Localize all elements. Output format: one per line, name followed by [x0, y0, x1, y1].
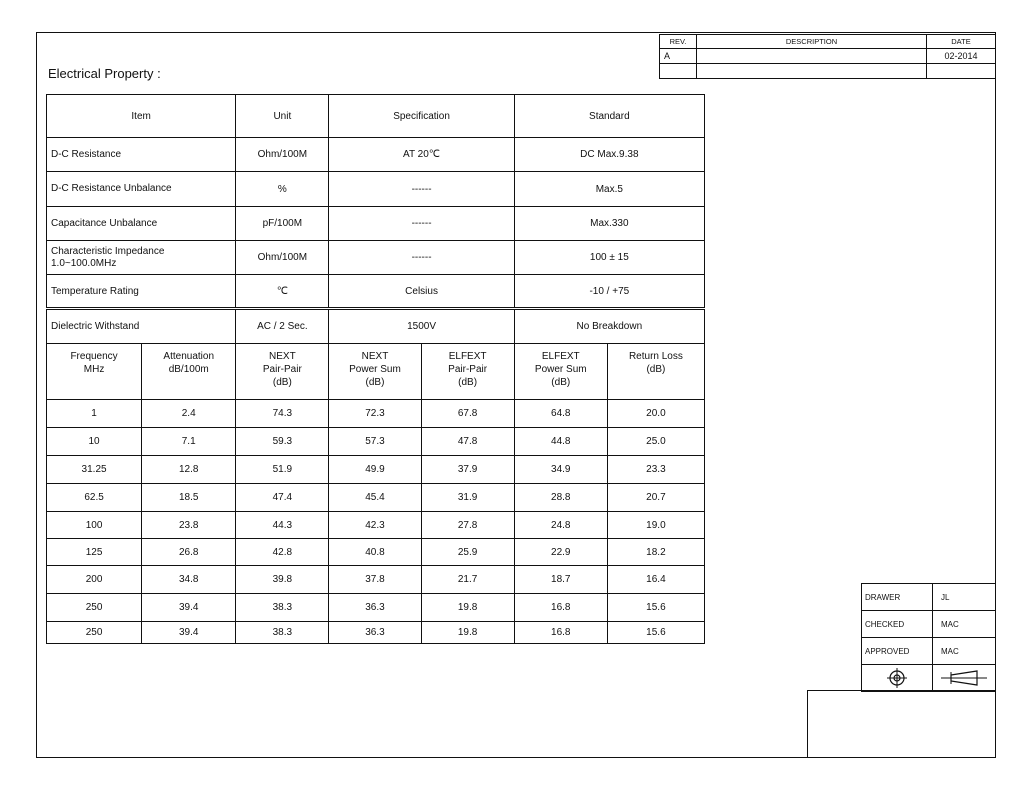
frequency-row: [47, 428, 705, 456]
frequency-cell: 100: [47, 512, 142, 539]
property-unit: Ohm/100M: [236, 241, 329, 275]
frequency-cell: 39.8: [236, 566, 329, 594]
property-header-row: [47, 95, 705, 138]
property-row: [47, 172, 705, 207]
property-standard: Max.330: [514, 207, 704, 241]
frequency-cell: 38.3: [236, 594, 329, 622]
frequency-cell: 7.1: [142, 428, 236, 456]
signature-label: DRAWER: [862, 584, 933, 611]
frequency-cell: 47.4: [236, 484, 329, 512]
property-unit: %: [236, 172, 329, 207]
frequency-cell: 10: [47, 428, 142, 456]
frequency-cell: 16.4: [607, 566, 704, 594]
frequency-row: [47, 539, 705, 566]
frequency-cell: 45.4: [329, 484, 421, 512]
frequency-cell: 19.0: [607, 512, 704, 539]
property-row: [47, 309, 705, 344]
frequency-cell: 23.8: [142, 512, 236, 539]
signature-label: APPROVED: [862, 638, 933, 665]
frequency-cell: 34.9: [514, 456, 607, 484]
signature-row: [862, 611, 996, 638]
frequency-header-cell: Attenuation dB/100m: [142, 344, 236, 400]
frequency-cell: 36.3: [329, 594, 421, 622]
property-item: Temperature Rating: [47, 275, 236, 309]
frequency-cell: 16.8: [514, 594, 607, 622]
frequency-cell: 125: [47, 539, 142, 566]
property-standard: -10 / +75: [514, 275, 704, 309]
revision-block: [659, 34, 996, 79]
frequency-row: [47, 456, 705, 484]
signature-value: MAC: [933, 638, 996, 665]
frequency-cell: 23.3: [607, 456, 704, 484]
frequency-cell: 25.0: [607, 428, 704, 456]
description-value: [697, 49, 927, 64]
property-specification: ------: [329, 207, 514, 241]
property-row: [47, 241, 705, 275]
frequency-cell: 250: [47, 622, 142, 644]
description-header: DESCRIPTION: [697, 35, 927, 49]
page-title: Electrical Property :: [48, 66, 161, 81]
frequency-cell: 26.8: [142, 539, 236, 566]
property-specification: ------: [329, 172, 514, 207]
frequency-row: [47, 400, 705, 428]
signature-block: [861, 583, 996, 692]
frequency-cell: 72.3: [329, 400, 421, 428]
frequency-row: [47, 566, 705, 594]
frequency-cell: 62.5: [47, 484, 142, 512]
frequency-cell: 59.3: [236, 428, 329, 456]
property-specification: ------: [329, 241, 514, 275]
frequency-row: [47, 484, 705, 512]
frequency-cell: 19.8: [421, 594, 514, 622]
frequency-cell: 49.9: [329, 456, 421, 484]
property-unit: AC / 2 Sec.: [236, 309, 329, 344]
frequency-header-row: [47, 344, 705, 400]
frequency-cell: 64.8: [514, 400, 607, 428]
property-item: D-C Resistance Unbalance: [47, 172, 236, 207]
rev-header: REV.: [660, 35, 697, 49]
property-row: [47, 138, 705, 172]
property-row: [47, 275, 705, 309]
property-item: D-C Resistance: [47, 138, 236, 172]
rev-value: A: [660, 49, 697, 64]
item-header: Item: [47, 95, 236, 138]
frequency-header-cell: ELFEXT Power Sum (dB): [514, 344, 607, 400]
frequency-cell: 42.3: [329, 512, 421, 539]
frequency-cell: 19.8: [421, 622, 514, 644]
frequency-row: [47, 622, 705, 644]
frequency-cell: 74.3: [236, 400, 329, 428]
third-angle-projection-icon: [933, 665, 996, 692]
frequency-header-cell: NEXT Pair-Pair (dB): [236, 344, 329, 400]
frequency-cell: 34.8: [142, 566, 236, 594]
target-crosshair-icon: [862, 665, 933, 692]
property-specification: AT 20℃: [329, 138, 514, 172]
signature-label: CHECKED: [862, 611, 933, 638]
title-box: [807, 690, 996, 758]
frequency-cell: 39.4: [142, 594, 236, 622]
specification-header: Specification: [329, 95, 514, 138]
property-specification: 1500V: [329, 309, 514, 344]
frequency-cell: 21.7: [421, 566, 514, 594]
frequency-cell: 24.8: [514, 512, 607, 539]
frequency-cell: 38.3: [236, 622, 329, 644]
frequency-cell: 51.9: [236, 456, 329, 484]
frequency-header-cell: Frequency MHz: [47, 344, 142, 400]
property-item: Characteristic Impedance 1.0~100.0MHz: [47, 241, 236, 275]
date-value: 02-2014: [927, 49, 996, 64]
frequency-cell: 15.6: [607, 622, 704, 644]
frequency-header-cell: ELFEXT Pair-Pair (dB): [421, 344, 514, 400]
description-empty: [697, 64, 927, 79]
frequency-header-cell: Return Loss (dB): [607, 344, 704, 400]
frequency-row: [47, 512, 705, 539]
property-specification: Celsius: [329, 275, 514, 309]
frequency-cell: 67.8: [421, 400, 514, 428]
frequency-cell: 42.8: [236, 539, 329, 566]
property-item: Capacitance Unbalance: [47, 207, 236, 241]
frequency-cell: 40.8: [329, 539, 421, 566]
date-empty: [927, 64, 996, 79]
rev-empty: [660, 64, 697, 79]
property-standard: No Breakdown: [514, 309, 704, 344]
frequency-cell: 37.8: [329, 566, 421, 594]
frequency-cell: 1: [47, 400, 142, 428]
frequency-cell: 39.4: [142, 622, 236, 644]
frequency-cell: 44.3: [236, 512, 329, 539]
frequency-header-cell: NEXT Power Sum (dB): [329, 344, 421, 400]
frequency-cell: 37.9: [421, 456, 514, 484]
frequency-cell: 200: [47, 566, 142, 594]
frequency-cell: 31.9: [421, 484, 514, 512]
property-row: [47, 207, 705, 241]
property-unit: ℃: [236, 275, 329, 309]
frequency-cell: 25.9: [421, 539, 514, 566]
frequency-cell: 47.8: [421, 428, 514, 456]
frequency-cell: 57.3: [329, 428, 421, 456]
property-unit: pF/100M: [236, 207, 329, 241]
signature-row: [862, 584, 996, 611]
frequency-cell: 16.8: [514, 622, 607, 644]
electrical-property-table: [46, 94, 705, 644]
signature-row: [862, 638, 996, 665]
property-unit: Ohm/100M: [236, 138, 329, 172]
frequency-cell: 28.8: [514, 484, 607, 512]
frequency-cell: 2.4: [142, 400, 236, 428]
frequency-cell: 18.7: [514, 566, 607, 594]
property-item: Dielectric Withstand: [47, 309, 236, 344]
unit-header: Unit: [236, 95, 329, 138]
signature-value: MAC: [933, 611, 996, 638]
frequency-cell: 44.8: [514, 428, 607, 456]
standard-header: Standard: [514, 95, 704, 138]
frequency-cell: 15.6: [607, 594, 704, 622]
frequency-cell: 18.2: [607, 539, 704, 566]
property-standard: DC Max.9.38: [514, 138, 704, 172]
frequency-cell: 250: [47, 594, 142, 622]
signature-value: JL: [933, 584, 996, 611]
property-standard: Max.5: [514, 172, 704, 207]
property-standard: 100 ± 15: [514, 241, 704, 275]
frequency-cell: 27.8: [421, 512, 514, 539]
frequency-cell: 20.0: [607, 400, 704, 428]
frequency-cell: 31.25: [47, 456, 142, 484]
frequency-cell: 20.7: [607, 484, 704, 512]
frequency-cell: 12.8: [142, 456, 236, 484]
frequency-row: [47, 594, 705, 622]
frequency-cell: 36.3: [329, 622, 421, 644]
date-header: DATE: [927, 35, 996, 49]
frequency-cell: 18.5: [142, 484, 236, 512]
frequency-cell: 22.9: [514, 539, 607, 566]
